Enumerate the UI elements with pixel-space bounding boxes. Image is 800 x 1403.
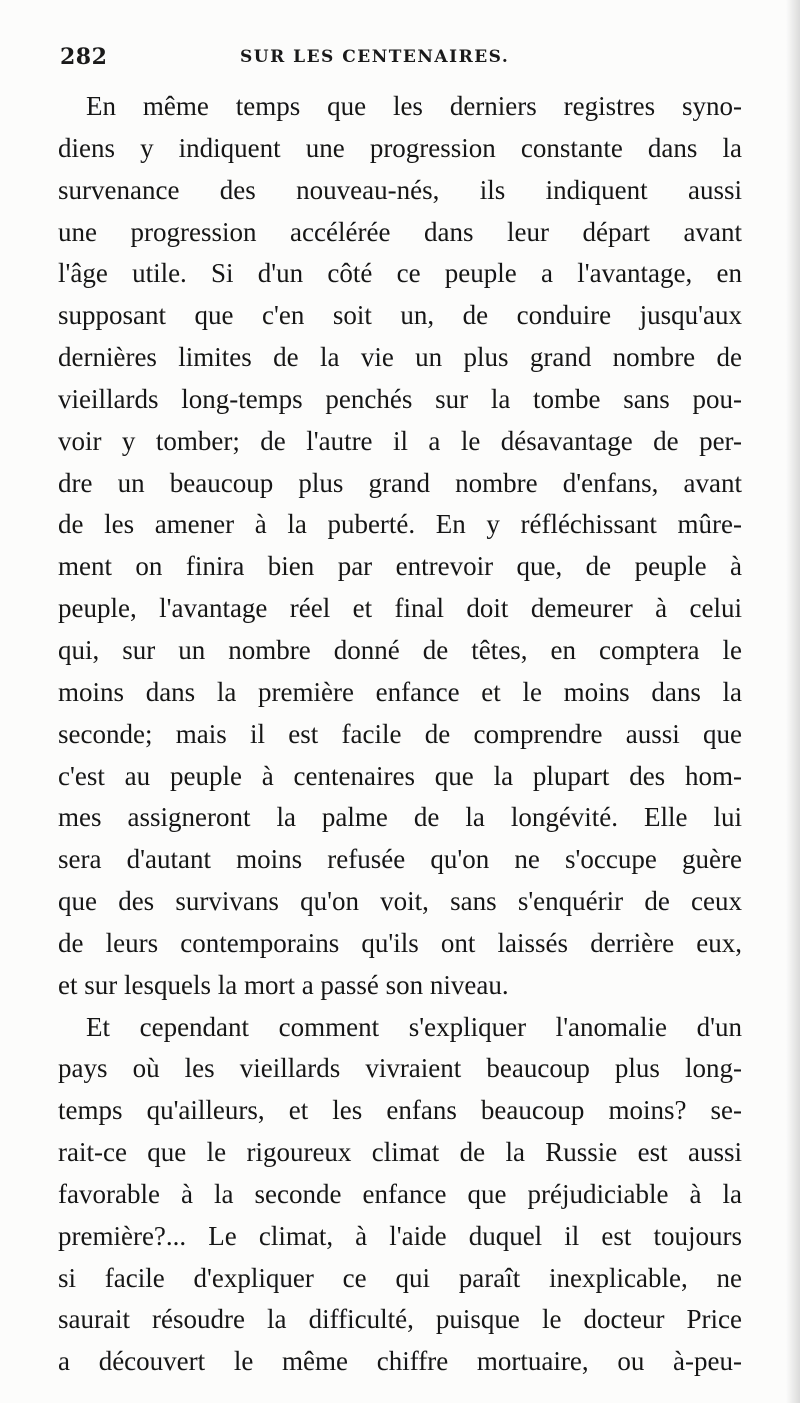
text-line: vieillards long-temps penchés sur la tombe sans pou- xyxy=(58,383,742,414)
text-line: diens y indiquent une progression constante dans la xyxy=(58,132,742,163)
text-line: une progression accélérée dans leur départ avant xyxy=(58,216,742,247)
text-line: survenance des nouveau-nés, ils indiquent aussi xyxy=(58,174,742,205)
body-text xyxy=(58,86,742,1383)
text-line: dre un beaucoup plus grand nombre d'enfans, avant xyxy=(58,467,742,498)
text-line: sera d'autant moins refusée qu'on ne s'occupe guère xyxy=(58,844,742,875)
text-line: rait-ce que le rigoureux climat de la Russie est aussi xyxy=(58,1137,742,1168)
text-line: dernières limites de la vie un plus grand nombre de xyxy=(58,342,742,373)
text-line: ment on finira bien par entrevoir que, de peuple à xyxy=(58,551,742,582)
text-line: pays où les vieillards vivraient beaucoup plus long- xyxy=(58,1053,742,1084)
text-line: que des survivans qu'on voit, sans s'enquérir de ceux xyxy=(58,886,742,917)
text-line: temps qu'ailleurs, et les enfans beaucoup moins? se- xyxy=(58,1095,742,1126)
text-line: l'âge utile. Si d'un côté ce peuple a l'avantage, en xyxy=(58,258,742,289)
text-line: favorable à la seconde enfance que préjudiciable à la xyxy=(58,1178,742,1209)
text-line: si facile d'expliquer ce qui paraît inexplicable, ne xyxy=(58,1262,742,1293)
text-line: voir y tomber; de l'autre il a le désavantage de per- xyxy=(58,425,742,456)
page-edge-shadow xyxy=(786,0,800,1403)
text-line: et sur lesquels la mort a passé son niveau. xyxy=(58,969,509,1000)
text-line: c'est au peuple à centenaires que la plupart des hom- xyxy=(58,760,742,791)
text-line: de leurs contemporains qu'ils ont laissés derrière eux, xyxy=(58,927,742,958)
text-line: seconde; mais il est facile de comprendre aussi que xyxy=(58,718,742,749)
text-line: supposant que c'en soit un, de conduire jusqu'aux xyxy=(58,300,742,331)
text-line: a découvert le même chiffre mortuaire, ou à-peu- xyxy=(58,1346,742,1377)
text-line: de les amener à la puberté. En y réfléchissant mûre- xyxy=(58,509,742,540)
page-header xyxy=(60,44,742,76)
text-line: moins dans la première enfance et le moins dans la xyxy=(58,676,742,707)
text-line: En même temps que les derniers registres syno- xyxy=(86,91,742,121)
page-number: 282 xyxy=(60,44,108,70)
text-line: peuple, l'avantage réel et final doit demeurer à celui xyxy=(58,593,742,624)
text-line: première?... Le climat, à l'aide duquel il est toujours xyxy=(58,1220,742,1251)
text-line: saurait résoudre la difficulté, puisque le docteur Price xyxy=(58,1304,742,1335)
text-line: mes assigneront la palme de la longévité. Elle lui xyxy=(58,802,742,833)
text-line: qui, sur un nombre donné de têtes, en comptera le xyxy=(58,634,742,665)
text-line: Et cependant comment s'expliquer l'anomalie d'un xyxy=(86,1011,742,1042)
running-title: SUR LES CENTENAIRES. xyxy=(240,47,510,67)
